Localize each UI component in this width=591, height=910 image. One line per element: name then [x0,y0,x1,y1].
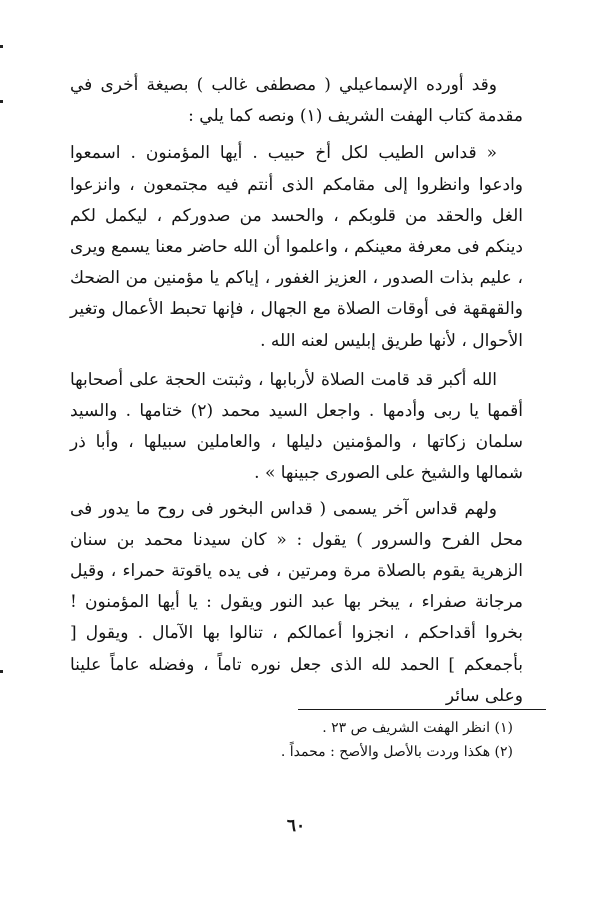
paragraph-qaddas-al-bukhur: ولهم قداس آخر يسمى ( قداس البخور فى روح ما يدور فى محل الفرح والسرور ) يقول : « كان سيدنا محمد بن سنان الزهرية يقوم بالصلاة مرة ومرتين ، فى يده ياقوتة حمراء ، وقيل مرجانة صفراء ، يبخر بها عبد النور ويقول : يا أيها المؤمنون ! بخروا أقداحكم ، انجزوا أعمالكم ، تنالوا بها الآمال . ويقول [ بأجمعكم ] الحمد لله الذى جعل نوره تاماً ، وفضله عاماً علينا وعلى سائر [70,498,523,706]
footnote-2: (٢) هكذا وردت بالأصل والأصح : محمداً . [280,744,513,760]
paragraph-allahu-akbar: الله أكبر قد قامت الصلاة لأربابها ، وثبتت الحجة على أصحابها أقمها يا ربى وأدمها . واجعل السيد محمد (٢) ختامها . والسيد سلمان زكاتها ، والمؤمنين دليلها ، والعاملين سبيلها ، وأبا ذر شمالها والشيخ على الصورى جبينها » . [70,369,523,484]
paragraph-qaddas-al-tib: « قداس الطيب لكل أخ حبيب . أيها المؤمنون . اسمعوا وادعوا وانظروا إلى مقامكم الذى أنتم فيه مجتمعون ، وانزعوا الغل والحقد من قلوبكم ، والحسد من صدوركم ، ليكمل لكم دينكم فى معرفة معينكم ، واعلموا أن الله حاضر معنا يسمع ويرى ، عليم بذات الصدور ، العزيز الغفور ، إياكم يا مؤمنين من الضحك والقهقهة فى أوقات الصلاة مع الجهال ، فإنها تحبط الأعمال وتغير الأحوال ، لأنها طريق إبليس لعنه الله . [70,143,523,351]
margin-mark [0,100,3,103]
footnotes [213,716,513,764]
page-number: ٦٠ [286,816,306,836]
margin-mark [0,45,3,48]
margin-mark [0,670,3,673]
footnote-separator [298,709,546,710]
paragraph-intro: وقد أورده الإسماعيلي ( مصطفى غالب ) بصيغة أخرى في مقدمة كتاب الهفت الشريف (١) ونصه كما يلي : [70,75,523,127]
main-text [70,70,523,712]
footnote-1: (١) انظر الهفت الشريف ص ٢٣ . [322,720,513,736]
